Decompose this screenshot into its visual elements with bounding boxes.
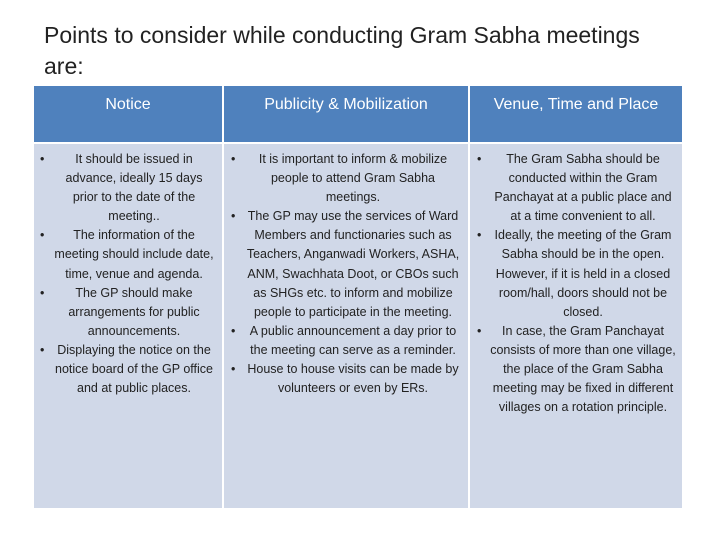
notice-column [34, 86, 222, 508]
publicity-header: Publicity & Mobilization [224, 86, 468, 142]
list-item: • A public announcement a day prior to the meeting can serve as a reminder. [224, 322, 468, 360]
publicity-list [224, 150, 468, 398]
venue-list [470, 150, 682, 417]
venue-column [470, 86, 682, 508]
list-item: • The GP may use the services of Ward Members and functionaries such as Teachers, Anganwadi Workers, ASHA, ANM, Swachhata Doot, or CBOs such as SHGs etc. to inform and mobilize people to participate in the meeting. [224, 207, 468, 322]
notice-list [34, 150, 222, 398]
list-item: • The Gram Sabha should be conducted within the Gram Panchayat at a public place and at a time convenient to all. [470, 150, 682, 226]
list-item: • In case, the Gram Panchayat consists of more than one village, the place of the Gram Sabha meeting may be fixed in different villages on a rotation principle. [470, 322, 682, 417]
list-item: • Ideally, the meeting of the Gram Sabha should be in the open. However, if it is held in a closed room/hall, doors should not be closed. [470, 226, 682, 321]
venue-cell [470, 144, 682, 508]
considerations-table [34, 86, 682, 508]
list-item: • It is important to inform & mobilize people to attend Gram Sabha meetings. [224, 150, 468, 207]
page-title: Points to consider while conducting Gram Sabha meetings are: [44, 22, 640, 79]
list-item: • Displaying the notice on the notice board of the GP office and at public places. [34, 341, 222, 398]
notice-header: Notice [34, 86, 222, 142]
notice-cell [34, 144, 222, 508]
list-item: • It should be issued in advance, ideally 15 days prior to the date of the meeting.. [34, 150, 222, 226]
publicity-column [224, 86, 468, 508]
list-item: • House to house visits can be made by volunteers or even by ERs. [224, 360, 468, 398]
list-item: • The GP should make arrangements for public announcements. [34, 284, 222, 341]
list-item: • The information of the meeting should include date, time, venue and agenda. [34, 226, 222, 283]
publicity-cell [224, 144, 468, 508]
venue-header: Venue, Time and Place [470, 86, 682, 142]
